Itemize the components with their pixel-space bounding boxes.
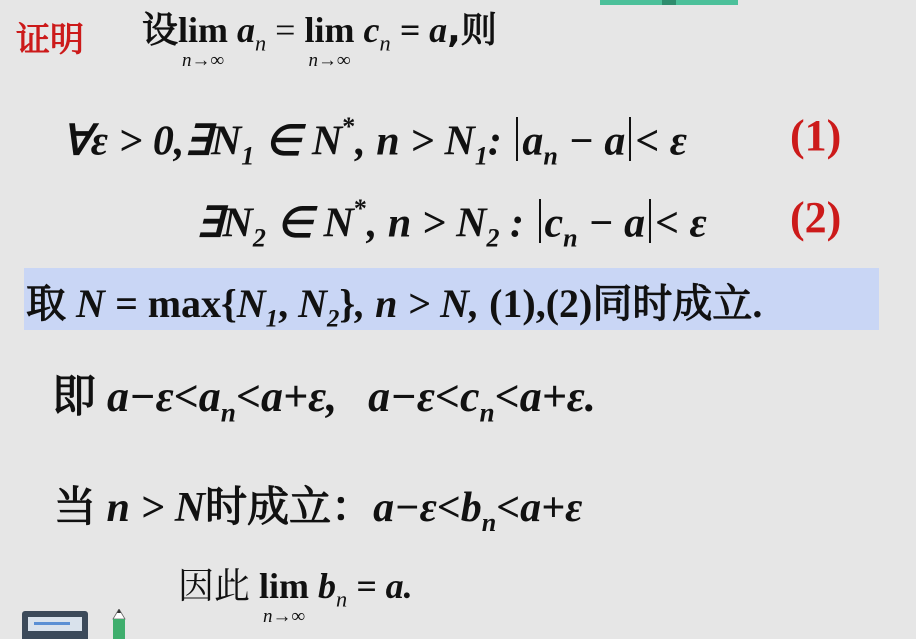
toolbar-knob — [662, 0, 676, 5]
line-1-assumption: 设 lim n→∞ $a_n$ = lim n→∞ $c_n = a$,则 — [142, 10, 497, 71]
line-7-conclusion: 因此 lim n→∞ $b_n = a$. — [178, 566, 413, 627]
word-she: 设 — [142, 10, 179, 51]
line-4-take-max: 取 $N = \max\{N_1$, $N_2$}, n > N, (1),(2)同时成立. — [26, 281, 763, 333]
top-toolbar-handle[interactable] — [600, 0, 738, 5]
lim-operator-c: lim n→∞ — [304, 10, 355, 71]
pencil-icon[interactable] — [112, 609, 126, 639]
proof-label: 证明 — [16, 20, 84, 60]
lim-operator-b: lim n→∞ — [259, 566, 310, 627]
screen-icon-line — [34, 622, 70, 625]
line-5-inequalities: 即 $a-\varepsilon<a_n<a+\varepsilon$, $a-\varepsilon<c_n<a+\varepsilon$. — [52, 371, 596, 428]
equation-tag-1: (1) — [790, 111, 842, 160]
line-2-condition-1: ∀ε > $0,\exists N_1$ ∈ N*, $n > N_1$: $a_n - a < \varepsilon$ — [62, 112, 688, 171]
lim-operator-a: lim n→∞ — [178, 10, 229, 71]
line-3-condition-2: $\exists N_2$ ∈ N*, $n > N_2$ : $c_n - a < \varepsilon$ — [196, 194, 707, 253]
screen-tool-icon[interactable] — [22, 611, 88, 639]
equation-tag-2: (2) — [790, 193, 842, 242]
line-6-squeeze: 当 n > N时成立：$a-\varepsilon<b_n<a+\varepsilon$ — [54, 482, 583, 537]
